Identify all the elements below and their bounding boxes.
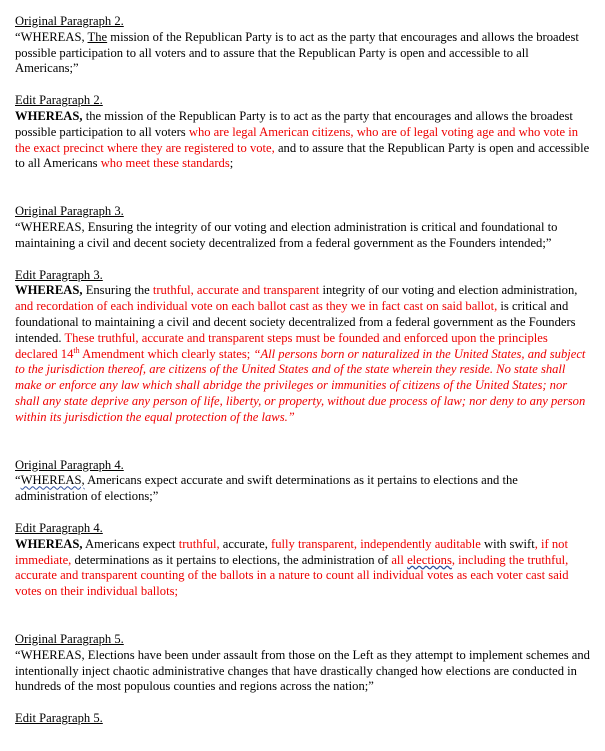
original-paragraph-5-heading: Original Paragraph 5.	[15, 631, 124, 646]
inserted-text: , including the truthful, accurate and transparent counting of the ballots in a nature to count all individual votes as each voter cast said votes on their individual ballots;	[15, 552, 569, 599]
inserted-text: truthful, accurate and transparent	[152, 283, 320, 298]
text-run: Ensuring the	[82, 283, 153, 298]
text-run: mission of the Republican Party is to act as the party that encourages and allows the broadest possible participation to all voters and to assure that the Republican Party is open and accessible to all Americans;”	[15, 29, 579, 76]
inserted-text: who meet these standards	[100, 156, 230, 171]
text-run: WHEREAS,	[15, 536, 83, 551]
text-run: The	[87, 29, 108, 44]
text-run: the mission of the Republican Party is to act as the party that encourages and allows the broadest possible participation to all voters	[15, 108, 573, 139]
inserted-text: Amendment which clearly states;	[79, 346, 254, 361]
inserted-text: truthful,	[178, 536, 220, 551]
edit-paragraph-5-heading: Edit Paragraph 5.	[15, 711, 103, 726]
inserted-text: who are legal American citizens, who are of legal voting age and who vote in the exact precinct where they are registered to vote,	[15, 124, 579, 155]
edit-paragraph-3-heading: Edit Paragraph 3.	[15, 267, 103, 282]
inserted-text: all	[391, 552, 408, 567]
text-run: and to assure that the Republican Party is open and accessible to all Americans	[15, 140, 590, 171]
grammar-flagged-text: elections	[407, 552, 452, 567]
text-run: integrity of our voting and election administration,	[319, 283, 578, 298]
edit-paragraph-2-text	[15, 109, 593, 172]
text-run: Americans expect accurate and swift determinations as it pertains to elections and the administration of elections;”	[15, 473, 518, 504]
original-paragraph-2-heading: Original Paragraph 2.	[15, 14, 124, 28]
amendment-quote: “All persons born or naturalized in the United States, and subject to the jurisdiction thereof, are citizens of the United States and of the state wherein they reside. No state shall make or enforce any law which shall abridge the privileges or immunities of citizens of the United States; nor shall any state deprive any person of life, liberty, or property, without due process of law; nor deny to any person within its jurisdiction the equal protection of the laws.”	[15, 346, 586, 424]
original-paragraph-3-text: “WHEREAS, Ensuring the integrity of our voting and election administration is critical and foundational to maintaining a civil and decent society decentralized from a federal government as the Founders intended;”	[15, 219, 558, 250]
text-run: “	[15, 473, 21, 488]
inserted-text: These truthful, accurate and transparent steps must be founded and enforced upon the principles declared 14	[15, 330, 548, 361]
text-run: “WHEREAS,	[15, 29, 88, 44]
edit-paragraph-3-text	[15, 283, 593, 425]
text-run: determinations as it pertains to elections, the administration of	[71, 552, 392, 567]
text-run: is critical and foundational to maintaining a civil and decent society decentralized from a federal government as the Founders intended.	[15, 299, 576, 345]
original-paragraph-4-text	[15, 473, 593, 505]
inserted-text: fully transparent, independently auditable	[271, 536, 481, 551]
original-paragraph-2-text	[15, 30, 593, 77]
grammar-flagged-text: WHEREAS,	[20, 473, 85, 488]
text-run: WHEREAS,	[15, 108, 83, 123]
edit-paragraph-4-heading: Edit Paragraph 4.	[15, 520, 103, 535]
edit-paragraph-2-heading: Edit Paragraph 2.	[15, 93, 103, 108]
superscript: th	[73, 345, 80, 355]
inserted-text: and recordation of each individual vote on each ballot cast as they we in fact cast on said ballot,	[15, 299, 498, 314]
document-page	[15, 14, 593, 727]
edit-paragraph-4-text	[15, 537, 593, 600]
text-run: ;	[229, 156, 234, 171]
original-paragraph-5-text: “WHEREAS, Elections have been under assault from those on the Left as they attempt to implement schemes and intentionally inject chaotic administrative changes that have drastically changed how elections are conducted in hundreds of the most populous counties and regions across the nation;”	[15, 647, 590, 694]
original-paragraph-3-heading: Original Paragraph 3.	[15, 204, 124, 219]
original-paragraph-4-heading: Original Paragraph 4.	[15, 457, 124, 472]
text-run: WHEREAS,	[15, 283, 83, 298]
text-run: with swift	[480, 536, 535, 551]
text-run: accurate,	[219, 536, 272, 551]
inserted-text: , if not immediate,	[15, 536, 568, 567]
text-run: Americans expect	[82, 536, 179, 551]
